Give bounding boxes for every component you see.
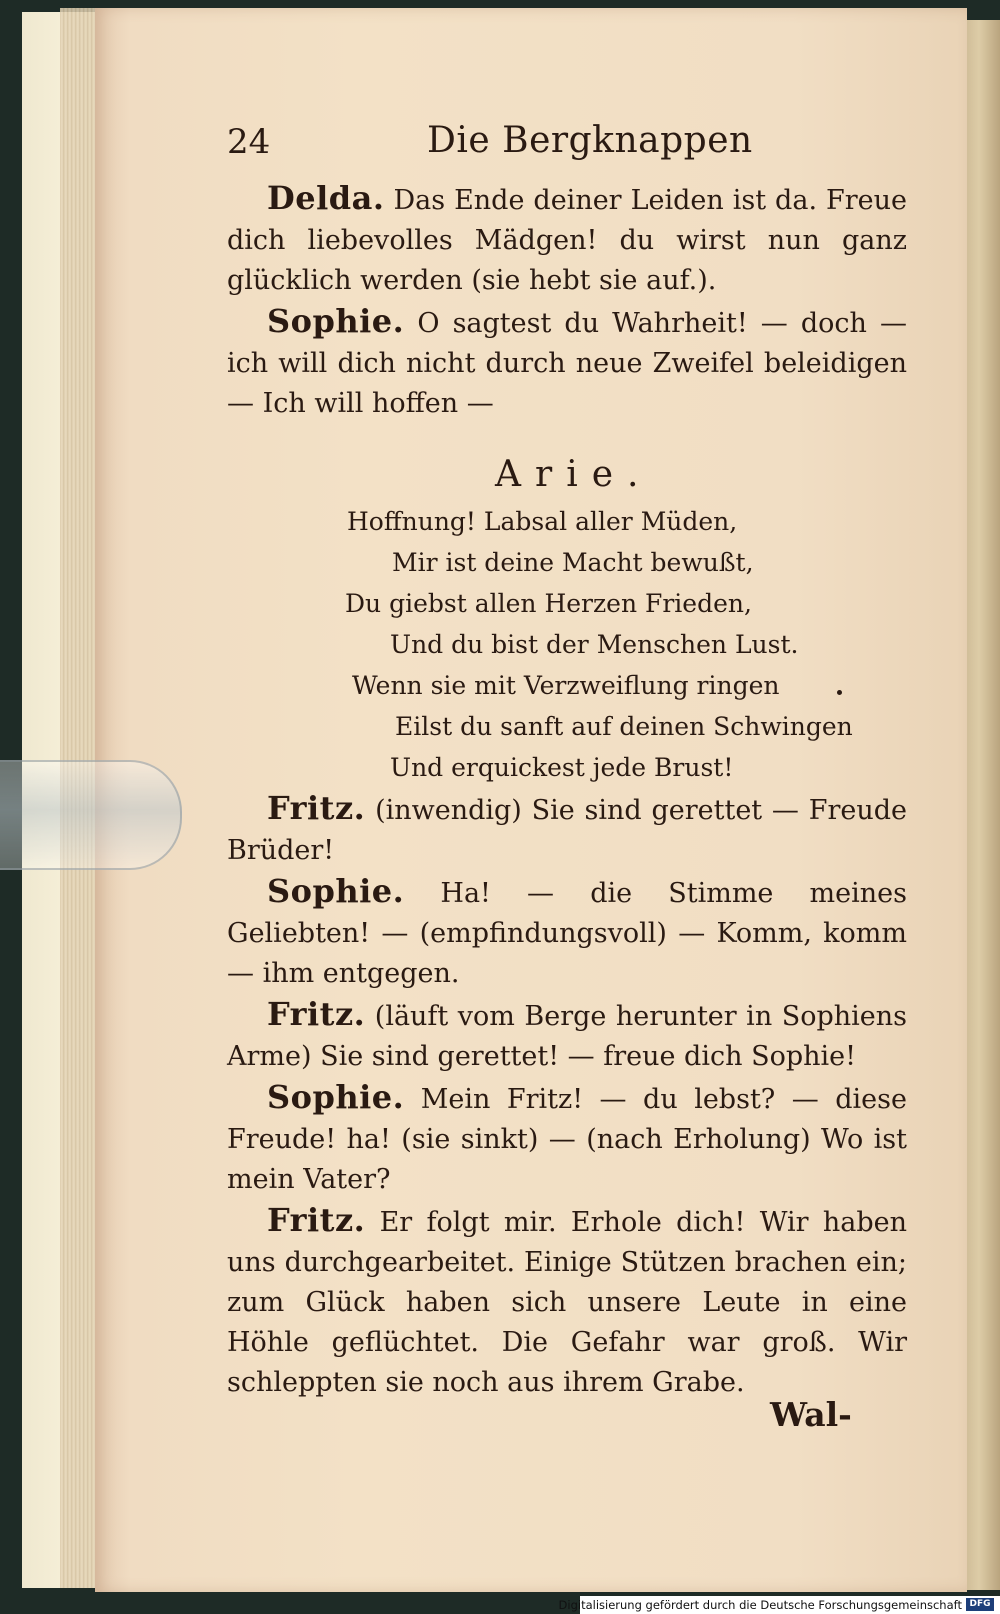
page-text [227, 118, 907, 1403]
page-header [227, 118, 907, 178]
page-number: 24 [227, 122, 271, 162]
speech [227, 1077, 907, 1200]
speaker-name: Sophie. [267, 302, 405, 340]
catchword: Wal- [770, 1395, 852, 1434]
running-head: Die Bergknappen [427, 120, 753, 161]
speech-text: (inwendig) Sie sind gerettet — Freude Brüder! [227, 795, 907, 866]
verse-line: Mir ist deine Macht bewußt, [392, 548, 754, 577]
speaker-name: Fritz. [267, 1201, 366, 1239]
digitization-credit: Digitalisierung gefördert durch die Deutsche Forschungsgemeinschaft [558, 1598, 962, 1612]
speech-text: Ha! — die Stimme meines Geliebten! — (empfindungsvoll) — Komm, komm — ihm entgegen. [227, 878, 907, 989]
speech [227, 178, 907, 301]
speech [227, 994, 907, 1077]
speaker-name: Sophie. [267, 1078, 405, 1116]
dfg-logo-icon: DFG [966, 1598, 994, 1611]
speech-text: (läuft vom Berge herunter in Sophiens Arme) Sie sind gerettet! — freue dich Sophie! [227, 1001, 907, 1072]
speech [227, 301, 907, 424]
speech [227, 871, 907, 994]
speaker-name: Fritz. [267, 995, 366, 1033]
speaker-name: Fritz. [267, 789, 366, 827]
verse-line: Und du bist der Menschen Lust. [390, 630, 799, 659]
speaker-name: Sophie. [267, 872, 405, 910]
verse-line: Und erquickest jede Brust! [390, 753, 734, 782]
verse-line: Du giebst allen Herzen Frieden, [345, 589, 752, 618]
ink-dot [837, 690, 842, 695]
verse-line: Hoffnung! Labsal aller Müden, [347, 507, 738, 536]
page-clip [0, 760, 182, 870]
speech-text: O sagtest du Wahrheit! — doch — ich will dich nicht durch neue Zweifel beleidigen — Ich will hoffen — [227, 308, 907, 419]
speech-text: Mein Fritz! — du lebst? — diese Freude! ha! (sie sinkt) — (nach Erholung) Wo ist mein Vater? [227, 1084, 907, 1195]
speech-text: Er folgt mir. Erhole dich! Wir haben uns durchgearbeitet. Einige Stützen brachen ein; zum Glück haben sich unsere Leute in eine Höhle geflüchtet. Die Gefahr war groß. Wir schleppten sie noch aus ihrem Grabe. [227, 1207, 907, 1398]
speech-text: Das Ende deiner Leiden ist da. Freue dich liebevolles Mädgen! du wirst nun ganz glücklich werden (sie hebt sie auf.). [227, 185, 907, 296]
speech [227, 788, 907, 871]
verse-line: Eilst du sanft auf deinen Schwingen [395, 712, 853, 741]
speech [227, 1200, 907, 1403]
aria-title: Arie. [495, 454, 653, 495]
speaker-name: Delda. [267, 179, 385, 217]
verse-line: Wenn sie mit Verzweiflung ringen [352, 671, 780, 700]
